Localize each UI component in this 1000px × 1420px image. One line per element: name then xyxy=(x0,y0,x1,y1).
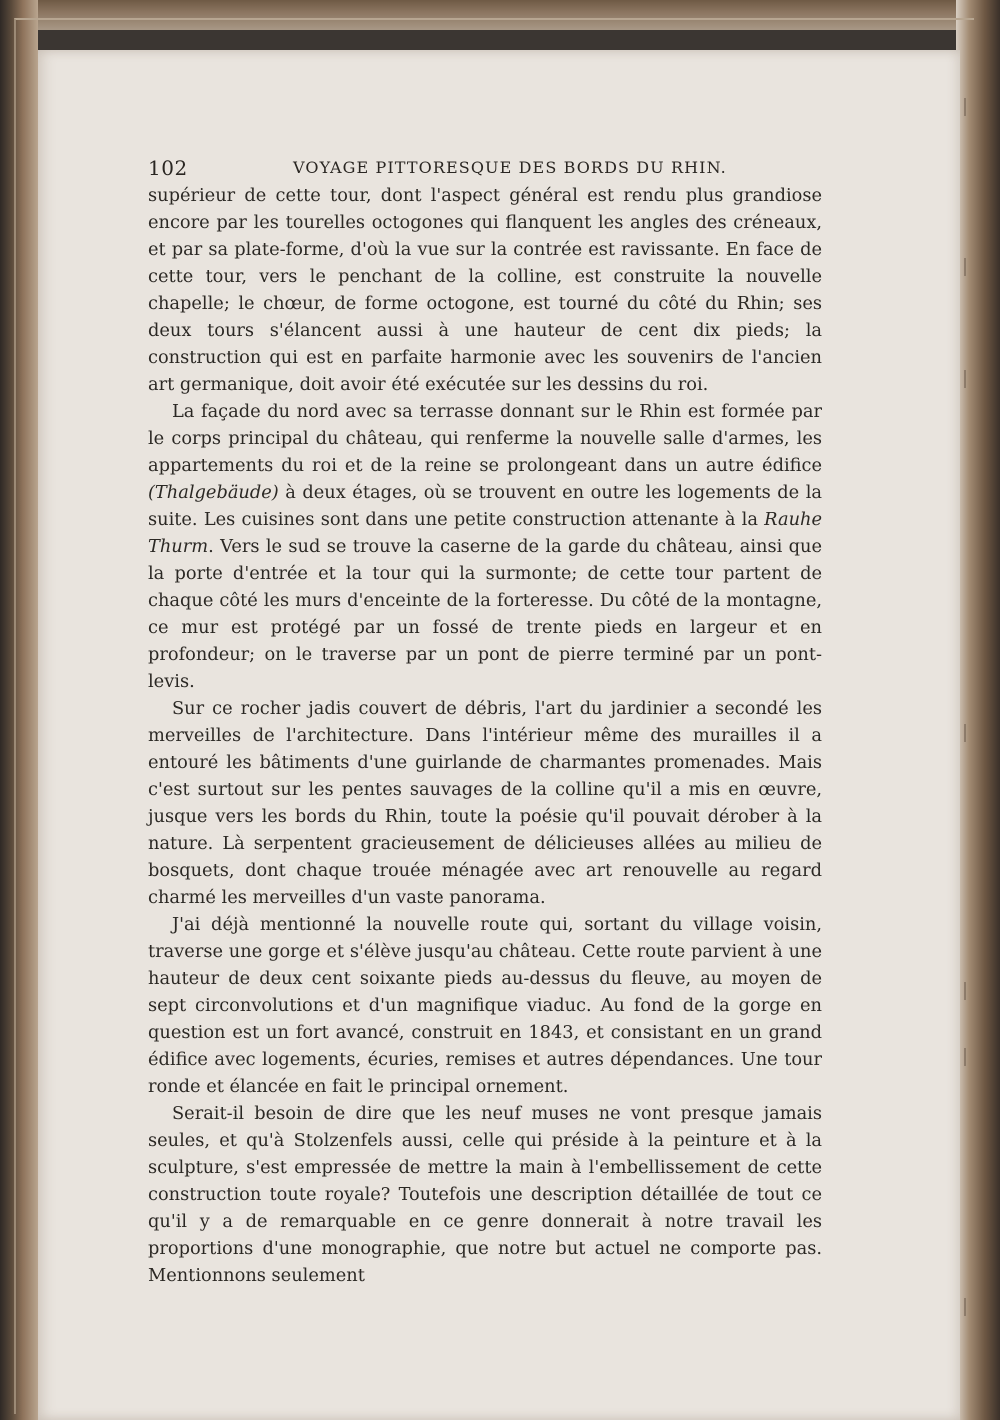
page-number: 102 xyxy=(148,156,188,180)
paragraph-2-text-after-italic-2: . Vers le sud se trouve la caserne de la garde du château, ainsi que la porte d'entrée et la tour qui la surmonte; de cette tour partent de chaque côté les murs d'enceinte de la forteresse. Du côté de la montagne, ce mur est protégé par un fossé de trente pieds en largeur et en profondeur; on le traverse par un pont de pierre terminé par un pont-levis. xyxy=(148,536,822,692)
paragraph-1: supérieur de cette tour, dont l'aspect général est rendu plus grandiose encore par les tourelles octogones qui flanquent les angles des créneaux, et par sa plate-forme, d'où la vue sur la contrée est ravissante. En face de cette tour, vers le penchant de la colline, est construite la nouvelle chapelle; le chœur, de forme octogone, est tourné du côté du Rhin; ses deux tours s'élancent aussi à une hauteur de cent dix pieds; la construction qui est en parfaite harmonie avec les souvenirs de l'ancien art germanique, doit avoir été exécutée sur les dessins du roi. xyxy=(148,185,822,395)
paragraph-2 xyxy=(148,398,822,695)
paragraph-2-text-before-italic-1: La façade du nord avec sa terrasse donnant sur le Rhin est formée par le corps principal du château, qui renferme la nouvelle salle d'armes, les appartements du roi et de la reine se prolongeant dans un autre édifice xyxy=(148,401,822,476)
margin-mark xyxy=(964,982,976,1000)
margin-mark xyxy=(964,1298,976,1316)
margin-mark xyxy=(964,98,976,116)
paragraph-3: Sur ce rocher jadis couvert de débris, l'art du jardinier a secondé les merveilles de l'architecture. Dans l'intérieur même des murailles il a entouré les bâtiments d'une guirlande de charmantes promenades. Mais c'est surtout sur les pentes sauvages de la colline qu'il a mis en œuvre, jusque vers les bords du Rhin, toute la poésie qu'il pouvait dérober à la nature. Là serpentent gracieusement de délicieuses allées au milieu de bosquets, dont chaque trouée ménagée avec art renouvelle au regard charmé les merveilles d'un vaste panorama. xyxy=(148,698,822,908)
margin-mark xyxy=(964,258,976,276)
page-paper xyxy=(38,50,960,1420)
margin-mark xyxy=(964,370,976,388)
margin-mark xyxy=(964,724,976,742)
paragraph-5: Serait-il besoin de dire que les neuf muses ne vont presque jamais seules, et qu'à Stolzenfels aussi, celle qui préside à la peinture et à la sculpture, s'est empressée de mettre la main à l'embellissement de cette construction toute royale? Toutefois une description détaillée de tout ce qu'il y a de remarquable en ce genre donnerait à notre travail les proportions d'une monographie, que notre but actuel ne comporte pas. Mentionnons seulement xyxy=(148,1103,822,1286)
body-text xyxy=(148,182,822,1289)
paragraph-4: J'ai déjà mentionné la nouvelle route qui, sortant du village voisin, traverse une gorge et s'élève jusqu'au château. Cette route parvient à une hauteur de deux cent soixante pieds au-dessus du fleuve, au moyen de sept circonvolutions et d'un magnifique viaduc. Au fond de la gorge en question est un fort avancé, construit en 1843, et consistant en un grand édifice avec logements, écuries, remises et autres dépendances. Une tour ronde et élancée en fait le principal ornement. xyxy=(148,914,822,1097)
paragraph-2-italic-2: Rauhe Thurm xyxy=(148,509,822,557)
running-title: VOYAGE PITTORESQUE DES BORDS DU RHIN. xyxy=(293,158,727,177)
paragraph-2-text-between-italics: à deux étages, où se trouvent en outre les logements de la suite. Les cuisines sont dans une petite construction attenante à la xyxy=(148,482,822,530)
margin-mark xyxy=(964,1048,976,1066)
paragraph-2-italic-1: (Thalgebäude) xyxy=(148,482,279,503)
running-head xyxy=(148,156,727,184)
